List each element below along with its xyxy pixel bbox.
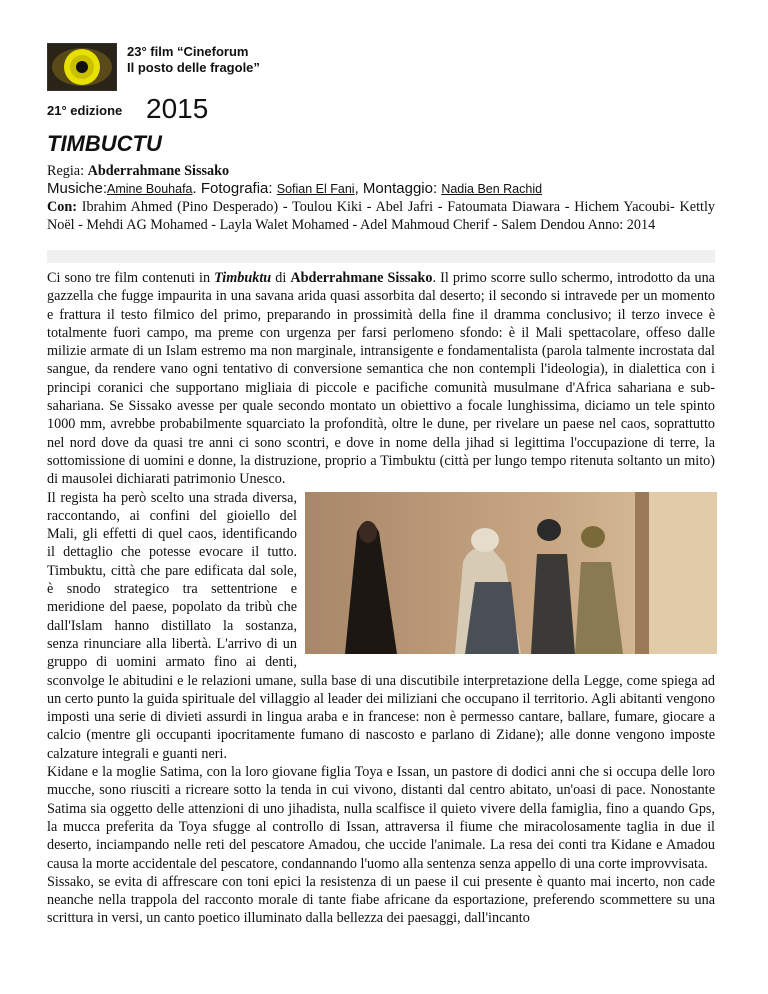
director-label: Regia: <box>47 163 85 179</box>
film-still-illustration <box>305 492 717 654</box>
paragraph-4: Sissako, se evita di affrescare con toni epici la resistenza di un paese il cui presente è quanto mai incerto, non cade neanche nella trappola del racconto morale di tante fiabe africane da esportazione, preferendo scommettere su una scrittura in versi, un canto poetico illuminato dalla bellezza dei paesaggi, dall'incanto <box>47 873 715 927</box>
cineforum-logo-eye <box>47 43 117 91</box>
director-line <box>47 162 715 180</box>
crew-line: Musiche:Amine Bouhafa. Fotografia: Sofian El Fani, Montaggio: Nadia Ben Rachid <box>47 180 543 197</box>
club-line-1: 23° film “Cineforum <box>127 44 249 59</box>
edition-label: 21° edizione <box>47 103 123 118</box>
editing-label: Montaggio: <box>362 180 438 197</box>
paragraph-1-text: . Il primo scorre sullo schermo, introdotto da una gazzella che fugge impaurita in una savana arida quasi assorbita dal deserto; il secondo si intravede per un momento e frattura il testo filmico del primo, preparando in prossimità della fine il dramma conclusivo; il terzo invece è totalmente fuori campo, ma preme con urgenza per farsi perlomeno sfondo: è il Mali spettacolare, offeso dalle milizie armate di un Islam estremo ma non marginale, intransigente e fondamentalista (parola talmente incrostata dal sangue, da rendere vano ogni tentativo di conversione semantica che non contempli l'ideologia), in dialettica con i principi coranici che supportano migliaia di piccole e pacifiche comunità musulmane d'Africa sahariana e sub-sahariana. Se Sissako avesse per quale secondo montato un obiettivo a focale lunghissima, diciamo un tele spinto 1000 mm, avrebbe probabilmente squarciato la profondità, oltre le dune, per rivelare un paese nel caos, soprattutto nel nord dove da quasi tre anni ci sono scontri, e dove in nome della jihad si legittima l'occupazione di terre, la sottomissione di uomini e donne, la distruzione, proprio a Timbuktu (città per lungo tempo ritenuta soltanto un mito) di mausolei dichiarati patrimonio Unesco. <box>47 270 715 488</box>
paragraph-3: Kidane e la moglie Satima, con la loro giovane figlia Toya e Issan, un pastore di dodici anni che si occupa delle loro mucche, sono riusciti a ricreare sotto la tenda in cui vivono, distanti dal centro abitato, un'oasi di pace. Nonostante Satima sia oggetto delle attenzioni di uno jihadista, nulla scalfisce il quieto vivere della famiglia, fino a quando Gps, la mucca preferita da Toya sfugge al controllo di Issan, attraversa il fiume che miracolosamente taglia in due il deserto, inciampando nelle reti del pescatore Amadou, che uccide l'animale. La resa dei conti tra Kidane e Amadou causa la morte accidentale del pescatore, condannando l'uomo alla sentenza senza appello di una corte improvvisata. <box>47 764 715 872</box>
editing-name: Nadia Ben Rachid <box>441 182 543 196</box>
film-title-inline: Timbuktu <box>214 270 272 286</box>
film-still-photo <box>305 492 717 654</box>
cast-line <box>47 198 715 234</box>
paragraph-1 <box>47 269 715 489</box>
music-label: Musiche: <box>47 180 108 197</box>
director-name: Abderrahmane Sissako <box>87 163 230 179</box>
film-year: 2014 <box>626 217 656 233</box>
edition-year: 2015 <box>146 93 209 124</box>
photography-label: Fotografia: <box>200 180 273 197</box>
paragraph-1-intro: Ci sono tre film contenuti in <box>47 270 215 286</box>
paragraph-2: Il regista ha però scelto una strada diversa, raccontando, ai confini del gioiello del Mali, gli effetti di quel caos, identificando il dettaglio che potesse evocare il tutto. Timbuktu, città che pare edificata dal sole, è snodo strategico tra settentrione e meridione del paese, popolato da tribù che dall'Islam hanno distillato la sostanza, senza rinunciare alla libertà. L'arrivo di un gruppo di uomini armato fino ai denti, sconvolge le abitudini e le relazioni umane, sulla base di una discutibile interpretazione della Legge, come spiega ad un certo punto la guida spirituale del villaggio al leader dei miliziani che occupano il territorio. Agli abitanti vengono imposti una serie di divieti assurdi in lingua araba e in francese: non è permesso cantare, ballare, fumare, giocare a calcio (mentre gli occupanti ipocritamente fumano di nascosto e parlano di Zidane); alle donne vengono imposte calzature integrali e guanti neri. <box>47 489 715 762</box>
cast-names: Ibrahim Ahmed (Pino Desperado) - Toulou Kiki - Abel Jafri - Fatoumata Diawara - Hichem Yacoubi- Kettly Noël - Mehdi AG Mohamed - Layla Walet Mohamed - Adel Mahmoud Cherif - Salem Dendou <box>47 199 715 233</box>
film-title: TIMBUCTU <box>47 131 162 156</box>
article-body <box>47 269 715 928</box>
photography-name: Sofian El Fani <box>276 182 355 196</box>
director-inline: Abderrahmane Sissako <box>290 270 433 286</box>
cineforum-name <box>127 44 260 76</box>
eye-icon <box>48 44 116 90</box>
year-label: Anno: <box>587 217 624 233</box>
film-credits <box>47 162 715 234</box>
paragraph-1-di: di <box>271 270 291 286</box>
music-name: Amine Bouhafa <box>107 182 193 196</box>
cast-label: Con: <box>47 199 77 215</box>
club-line-2: Il posto delle fragole” <box>127 60 260 75</box>
separator-bar <box>47 250 715 263</box>
